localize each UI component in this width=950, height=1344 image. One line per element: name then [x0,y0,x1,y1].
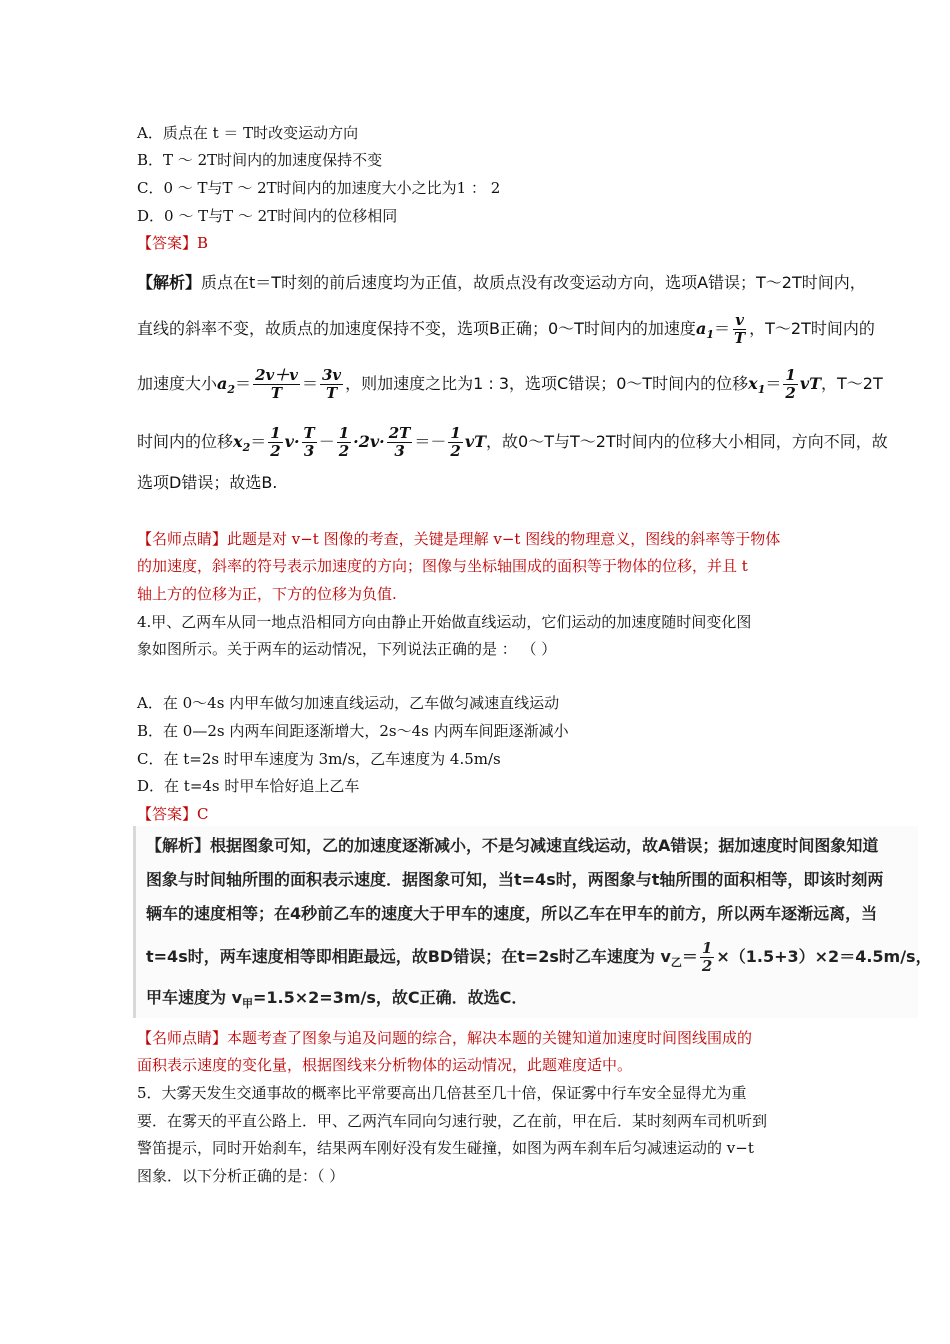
fraction-v-over-t: $\frac{v}{T}$ [733,311,746,347]
q3-tip-line-1: 【名师点睛】此题是对 v−t 图像的考查，关键是理解 v−t 图线的物理意义，图线的斜率等于物体 [137,530,781,548]
math-eq: ＝ [765,374,782,393]
q3-solution-line-2 [137,312,875,347]
math-vt: vT [464,432,487,451]
q4-answer: 【答案】C [137,805,209,823]
q4-solution-text-4b: ×（1.5+3）×2＝4.5m/s， [716,947,932,966]
q3-solution-text-3b: ，则加速度之比为1 : 3，选项C错误；0～T时间内的位移 [345,374,749,393]
q3-solution-text-1: 质点在t＝T时刻的前后速度均为正值，故质点没有改变运动方向，选项A错误；T～2T时间内， [201,273,866,292]
q5-stem-line-1: 5．大雾天发生交通事故的概率比平常要高出几倍甚至几十倍，保证雾中行车安全显得尤为重 [137,1084,747,1102]
q4-option-b: B．在 0—2s 内两车间距逐渐增大，2s～4s 内两车间距逐渐减小 [137,722,569,740]
q4-stem-line-1: 4.甲、乙两车从同一地点沿相同方向由静止开始做直线运动，它们运动的加速度随时间变化图 [137,613,752,631]
math-eq: ＝ [301,374,318,393]
q3-solution-line-4 [137,425,888,460]
math-minus: － [318,432,335,451]
q5-stem-line-2: 要．在雾天的平直公路上．甲、乙两汽车同向匀速行驶，乙在前，甲在后．某时刻两车司机听到 [137,1112,768,1130]
fraction-half: $\frac{1}{2}$ [338,424,350,460]
q4-option-a: A．在 0～4s 内甲车做匀加速直线运动，乙车做匀减速直线运动 [137,694,560,712]
fraction-3v-over-t: $\frac{3v}{T}$ [321,366,342,402]
math-eq: ＝ [235,374,252,393]
q3-solution-line-1 [137,272,866,294]
q3-solution-text-4a: 时间内的位移 [137,432,234,451]
math-eq: ＝ [681,947,698,966]
q4-solution-line-5 [146,988,527,1014]
q4-option-d: D．在 t=4s 时甲车恰好追上乙车 [137,777,360,795]
math-vt: vT [799,374,822,393]
q4-solution-text-5b: =1.5×2=3m/s，故C正确．故选C． [253,988,528,1007]
q4-tip-line-2: 面积表示速度的变化量，根据图线来分析物体的运动情况，此题难度适中。 [137,1056,633,1074]
math-x2: $x_2$ [233,432,251,455]
math-eq: ＝－ [414,432,447,451]
q4-solution-line-2: 图象与时间轴所围的面积表示速度．据图象可知，当t=4s时，两图象与t轴所围的面积相等，即该时刻两 [146,870,884,889]
math-a2: $a_2$ [217,374,236,397]
q5-stem-line-3: 警笛提示，同时开始刹车，结果两车刚好没有发生碰撞，如图为两车刹车后匀减速运动的 v−t [137,1139,754,1157]
fraction-t-over-3: $\frac{T}{3}$ [303,424,315,460]
math-2v: ·2v· [353,432,385,451]
q4-solution-text-5a: 甲车速度为 v [146,988,243,1007]
fraction-2t-over-3: $\frac{2T}{3}$ [388,424,411,460]
q4-solution-image [133,826,932,1018]
q3-tip-line-2: 的加速度，斜率的符号表示加速度的方向；图像与坐标轴围成的面积等于物体的位移，并且 t [137,557,748,575]
fraction-half: $\frac{1}{2}$ [450,424,461,460]
q3-answer: 【答案】B [137,234,209,252]
q4-solution-line-4 [146,940,932,975]
math-v: v· [284,432,300,451]
q3-option-d: D．0 ～ T与T ～ 2T时间内的位移相同 [137,207,398,225]
math-a1: $a_1$ [695,319,714,342]
fraction-half: $\frac{1}{2}$ [785,366,796,402]
q4-tip-line-1: 【名师点睛】本题考查了图象与追及问题的综合，解决本题的关键知道加速度时间图线围成的 [137,1029,753,1047]
fraction-2v-plus-v: $\frac{2v+v}{T}$ [255,366,298,402]
q3-solution-tag: 【解析】 [137,273,202,292]
subscript-jia: 甲 [242,997,254,1011]
q3-option-c: C．0 ～ T与T ～ 2T时间内的加速度大小之比为1 ： 2 [137,179,501,197]
q3-tip-line-3: 轴上方的位移为正，下方的位移为负值. [137,585,397,603]
q3-option-b: B．T ～ 2T时间内的加速度保持不变 [137,151,383,169]
q4-stem-line-2: 象如图所示。关于两车的运动情况，下列说法正确的是 ： （ ） [137,640,557,658]
q3-option-a: A．质点在 t ＝ T时改变运动方向 [137,124,359,142]
q3-solution-line-5: 选项D错误；故选B. [137,473,278,492]
q4-solution-text-4a: t=4s时，两车速度相等即相距最远，故BD错误；在t=2s时乙车速度为 v [146,947,671,966]
math-x1: $x_1$ [748,374,766,397]
q3-solution-text-3c: ，T～2T [821,374,883,393]
q3-solution-text-3a: 加速度大小 [137,374,218,393]
math-eq: ＝ [713,319,730,338]
q3-solution-text-4b: ，故0～T与T～2T时间内的位移大小相同，方向不同，故 [486,432,888,451]
q4-solution-line-3: 辆车的速度相等；在4秒前乙车的速度大于甲车的速度，所以乙车在甲车的前方，所以两车逐渐远离，当 [146,904,878,923]
fraction-half: $\frac{1}{2}$ [270,424,281,460]
q3-solution-line-3 [137,367,883,402]
subscript-yi: 乙 [670,956,682,970]
q4-option-c: C．在 t=2s 时甲车速度为 3m/s，乙车速度为 4.5m/s [137,750,501,768]
math-eq: ＝ [250,432,267,451]
q4-solution-line-1: 【解析】根据图象可知，乙的加速度逐渐减小，不是匀减速直线运动，故A错误；据加速度时间图象知道 [146,836,879,855]
fraction-half: $\frac{1}{2}$ [701,939,713,975]
q3-solution-text-2b: ，T～2T时间内的 [749,319,875,338]
q5-stem-line-4: 图象．以下分析正确的是：（ ） [137,1167,345,1185]
q3-solution-text-2a: 直线的斜率不变，故质点的加速度保持不变，选项B正确；0～T时间内的加速度 [137,319,696,338]
